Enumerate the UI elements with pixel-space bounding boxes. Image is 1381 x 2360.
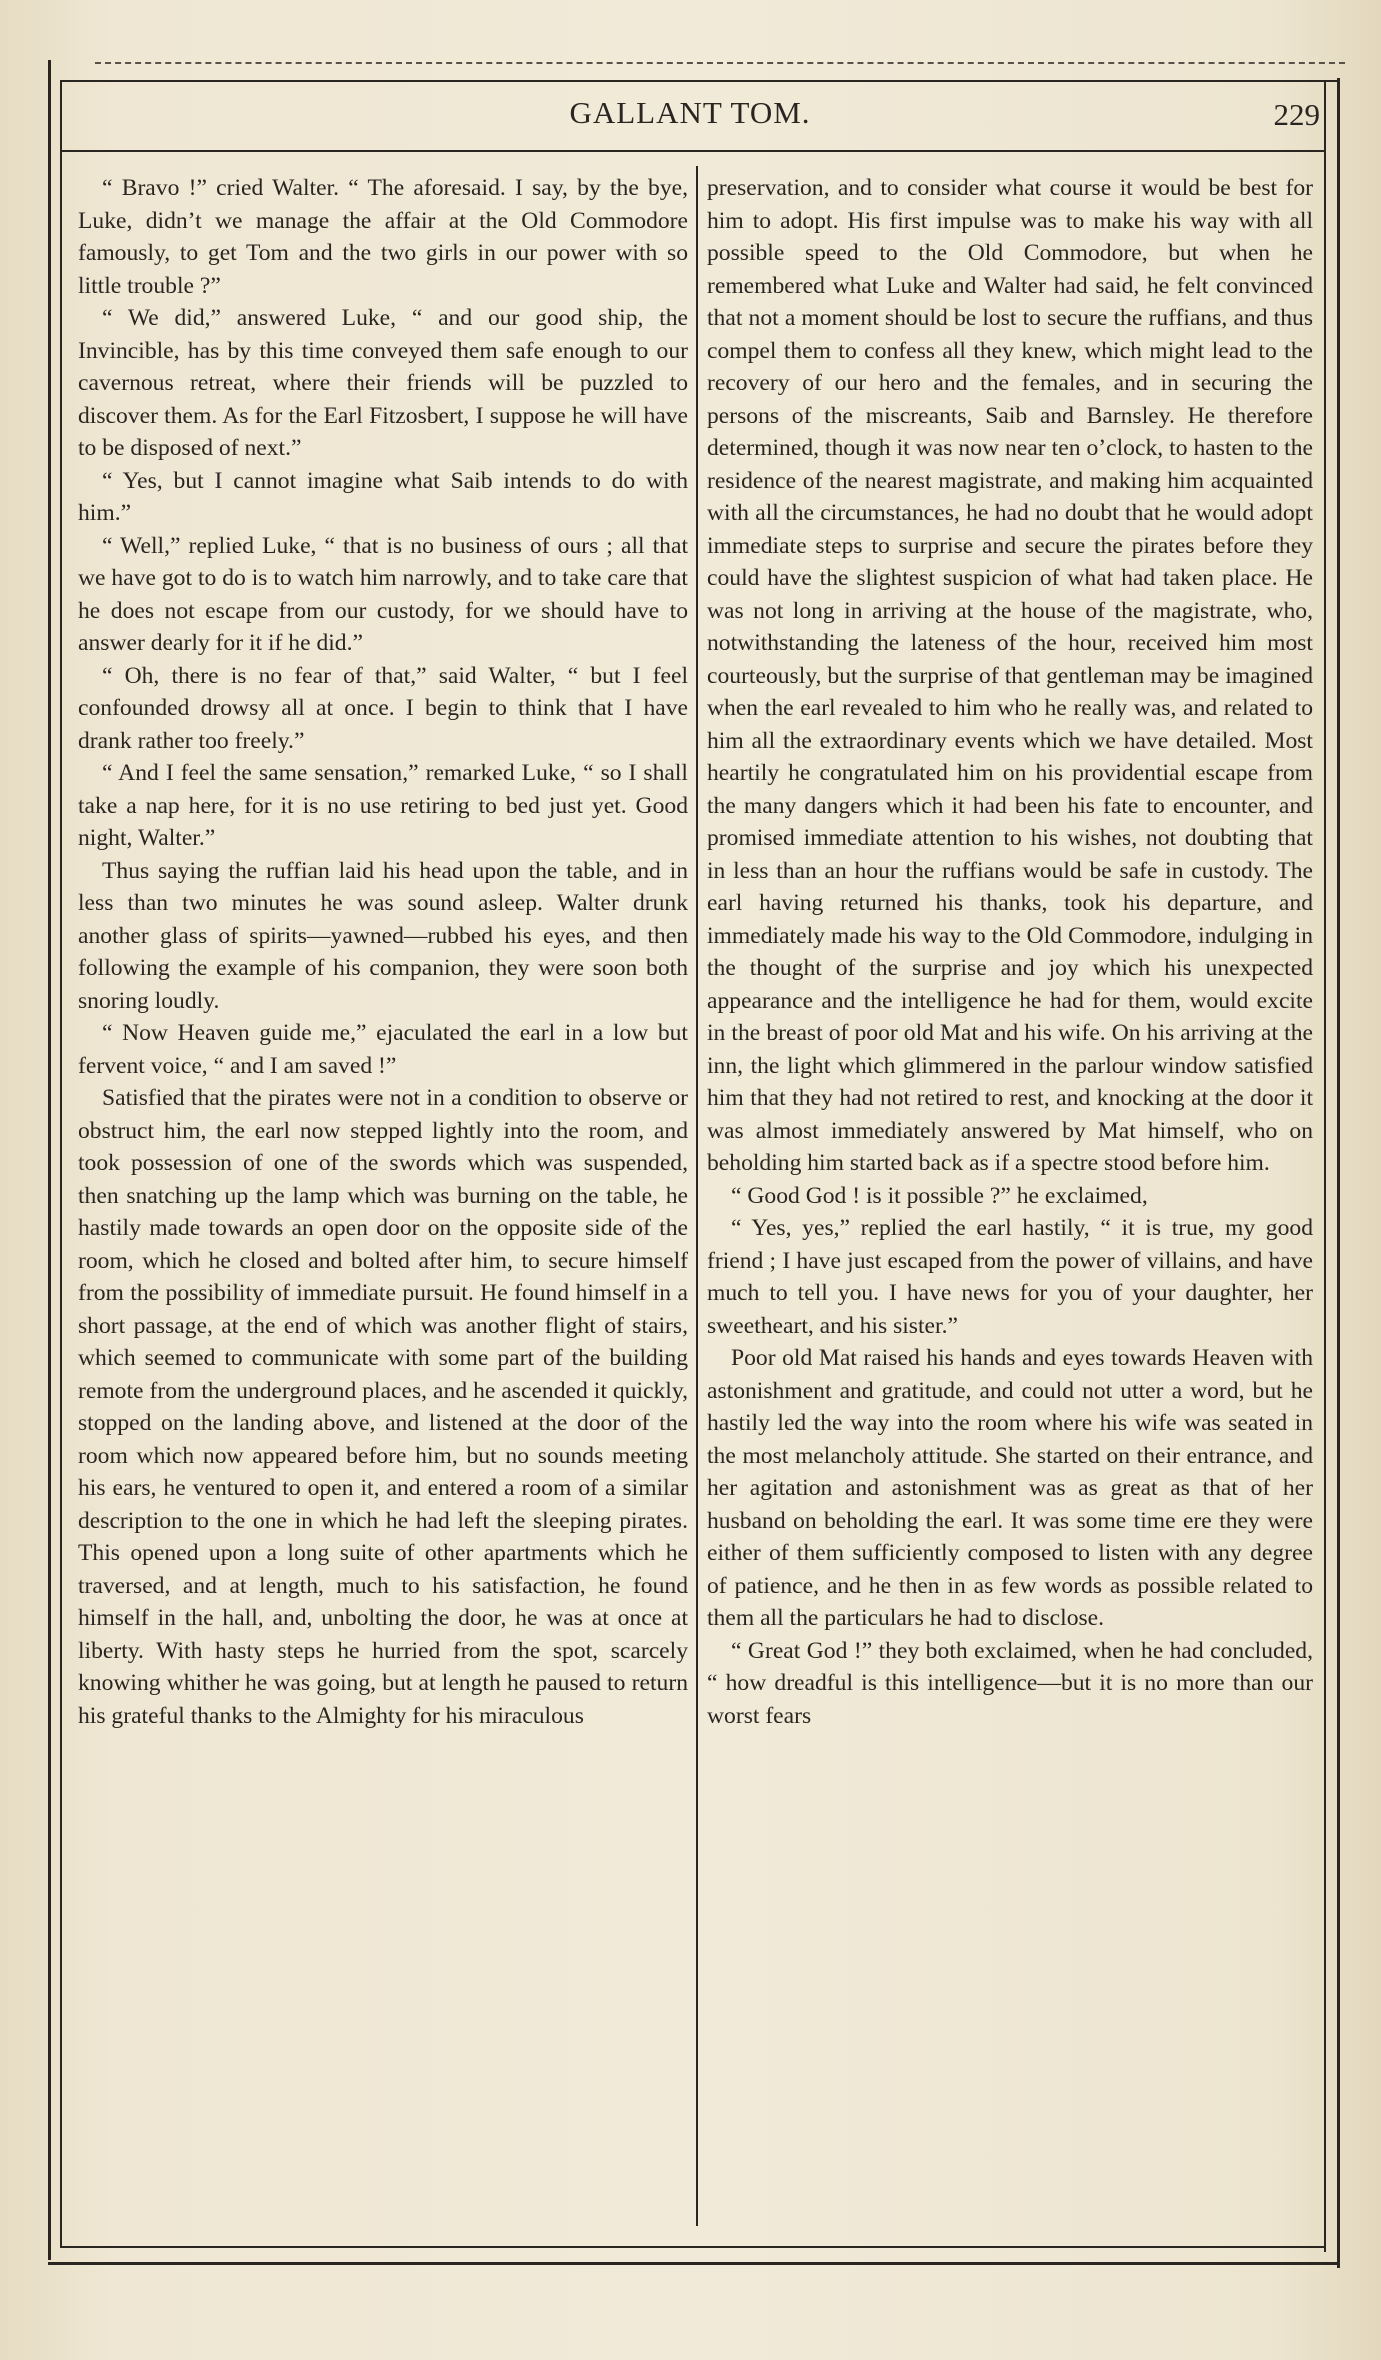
footer-rule-bottom: [48, 2262, 1340, 2265]
paragraph: “ We did,” answered Luke, “ and our good ship, the Invincible, has by this time conveyed them safe enough to our cavernous retreat, where their friends will be puzzled to discover them. As for the Earl Fitzosbert, I suppose he will have to be disposed of next.”: [78, 305, 688, 461]
footer-rule-top: [60, 2246, 1326, 2248]
left-column: [78, 172, 688, 1732]
right-border-rule-outer: [1337, 78, 1340, 2268]
right-column: [707, 172, 1313, 1732]
paragraph: “ Now Heaven guide me,” ejaculated the earl in a low but fervent voice, “ and I am saved !”: [78, 1020, 688, 1079]
paragraph: “ Oh, there is no fear of that,” said Walter, “ but I feel confounded drowsy all at once. I begin to think that I have drank rather too freely.”: [78, 662, 688, 754]
left-border-rule-inner: [60, 82, 62, 2247]
column-divider: [696, 166, 698, 2226]
paragraph: “ Yes, yes,” replied the earl hastily, “ it is true, my good friend ; I have just escaped from the power of villains, and have much to tell you. I have news for you of your daughter, her sweetheart, and his sister.”: [707, 1215, 1313, 1339]
running-title: GALLANT TOM.: [569, 95, 811, 130]
header-rule-top: [60, 80, 1340, 82]
paragraph: “ Bravo !” cried Walter. “ The aforesaid. I say, by the bye, Luke, didn’t we manage the affair at the Old Commodore famously, to get Tom and the two girls in our power with so little trouble ?”: [78, 175, 688, 299]
page-header: [60, 95, 1320, 145]
paragraph: “ Great God !” they both exclaimed, when he had concluded, “ how dreadful is this intelligence—but it is no more than our worst fears: [707, 1637, 1313, 1729]
paragraph: “ Well,” replied Luke, “ that is no business of ours ; all that we have got to do is to watch him narrowly, and to take care that he does not escape from our custody, for we should have to answer dearly for it if he did.”: [78, 532, 688, 656]
paragraph: Satisfied that the pirates were not in a condition to observe or obstruct him, the earl now stepped lightly into the room, and took possession of one of the swords which was suspended, then snatching up the lamp which was burning on the table, he hastily made towards an open door on the opposite side of the room, which he closed and bolted after him, to secure himself from the possibility of immediate pursuit. He found himself in a short passage, at the end of which was another flight of stairs, which seemed to communicate with some part of the building remote from the underground places, and he ascended it quickly, stopped on the landing above, and listened at the door of the room which now appeared before him, but no sounds meeting his ears, he ventured to open it, and entered a room of a similar description to the one in which he had left the sleeping pirates. This opened upon a long suite of other apartments which he traversed, and at length, much to his satisfaction, he found himself in the hall, and, unbolting the door, he was at once at liberty. With hasty steps he hurried from the spot, scarcely knowing whither he was going, but at length he paused to return his grateful thanks to the Almighty for his miraculous: [78, 1085, 688, 1729]
left-border-rule-outer: [48, 60, 51, 2260]
paragraph: “ Yes, but I cannot imagine what Saib intends to do with him.”: [78, 467, 688, 526]
paragraph: Poor old Mat raised his hands and eyes towards Heaven with astonishment and gratitude, and could not utter a word, but he hastily led the way into the room where his wife was seated in the most melancholy attitude. She started on their entrance, and her agitation and astonishment was as great as that of her husband on beholding the earl. It was some time ere they were either of them sufficiently composed to listen with any degree of patience, and he then in as few words as possible related to them all the particulars he had to disclose.: [707, 1345, 1313, 1631]
right-border-rule-inner: [1324, 82, 1326, 2252]
paragraph: preservation, and to consider what course it would be best for him to adopt. His first impulse was to make his way with all possible speed to the Old Commodore, but when he remembered what Luke and Walter had said, he felt convinced that not a moment should be lost to secure the ruffians, and thus compel them to confess all they knew, which might lead to the recovery of our hero and the females, and in securing the persons of the miscreants, Saib and Barnsley. He therefore determined, though it was now near ten o’clock, to hasten to the residence of the nearest magistrate, and making him acquainted with all the circumstances, he had no doubt that he would adopt immediate steps to surprise and secure the pirates before they could have the slightest suspicion of what had taken place. He was not long in arriving at the house of the magistrate, who, notwithstanding the lateness of the hour, received him most courteously, but the surprise of that gentleman may be imagined when the earl revealed to him who he really was, and related to him all the extraordinary events which we have detailed. Most heartily he congratulated him on his providential escape from the many dangers which it had been his fate to encounter, and promised immediate attention to his wishes, not doubting that in less than an hour the ruffians would be safe in custody. The earl having returned his thanks, took his departure, and immediately made his way to the Old Commodore, indulging in the thought of the surprise and joy which his unexpected appearance and the intelligence he had for them, would excite in the breast of poor old Mat and his wife. On his arriving at the inn, the light which glimmered in the parlour window satisfied him that they had not retired to rest, and knocking at the door it was almost immediately answered by Mat himself, who on beholding him started back as if a spectre stood before him.: [707, 175, 1313, 1176]
paragraph: “ Good God ! is it possible ?” he exclaimed,: [731, 1182, 1148, 1209]
top-dashed-rule: [95, 62, 1345, 64]
paragraph: Thus saying the ruffian laid his head upon the table, and in less than two minutes he was sound asleep. Walter drunk another glass of spirits—yawned—rubbed his eyes, and then following the example of his companion, they were soon both snoring loudly.: [78, 857, 688, 1014]
page-number: 229: [1273, 97, 1320, 132]
paragraph: “ And I feel the same sensation,” remarked Luke, “ so I shall take a nap here, for it is no use retiring to bed just yet. Good night, Walter.”: [78, 760, 688, 851]
header-rule-bottom: [60, 150, 1326, 152]
